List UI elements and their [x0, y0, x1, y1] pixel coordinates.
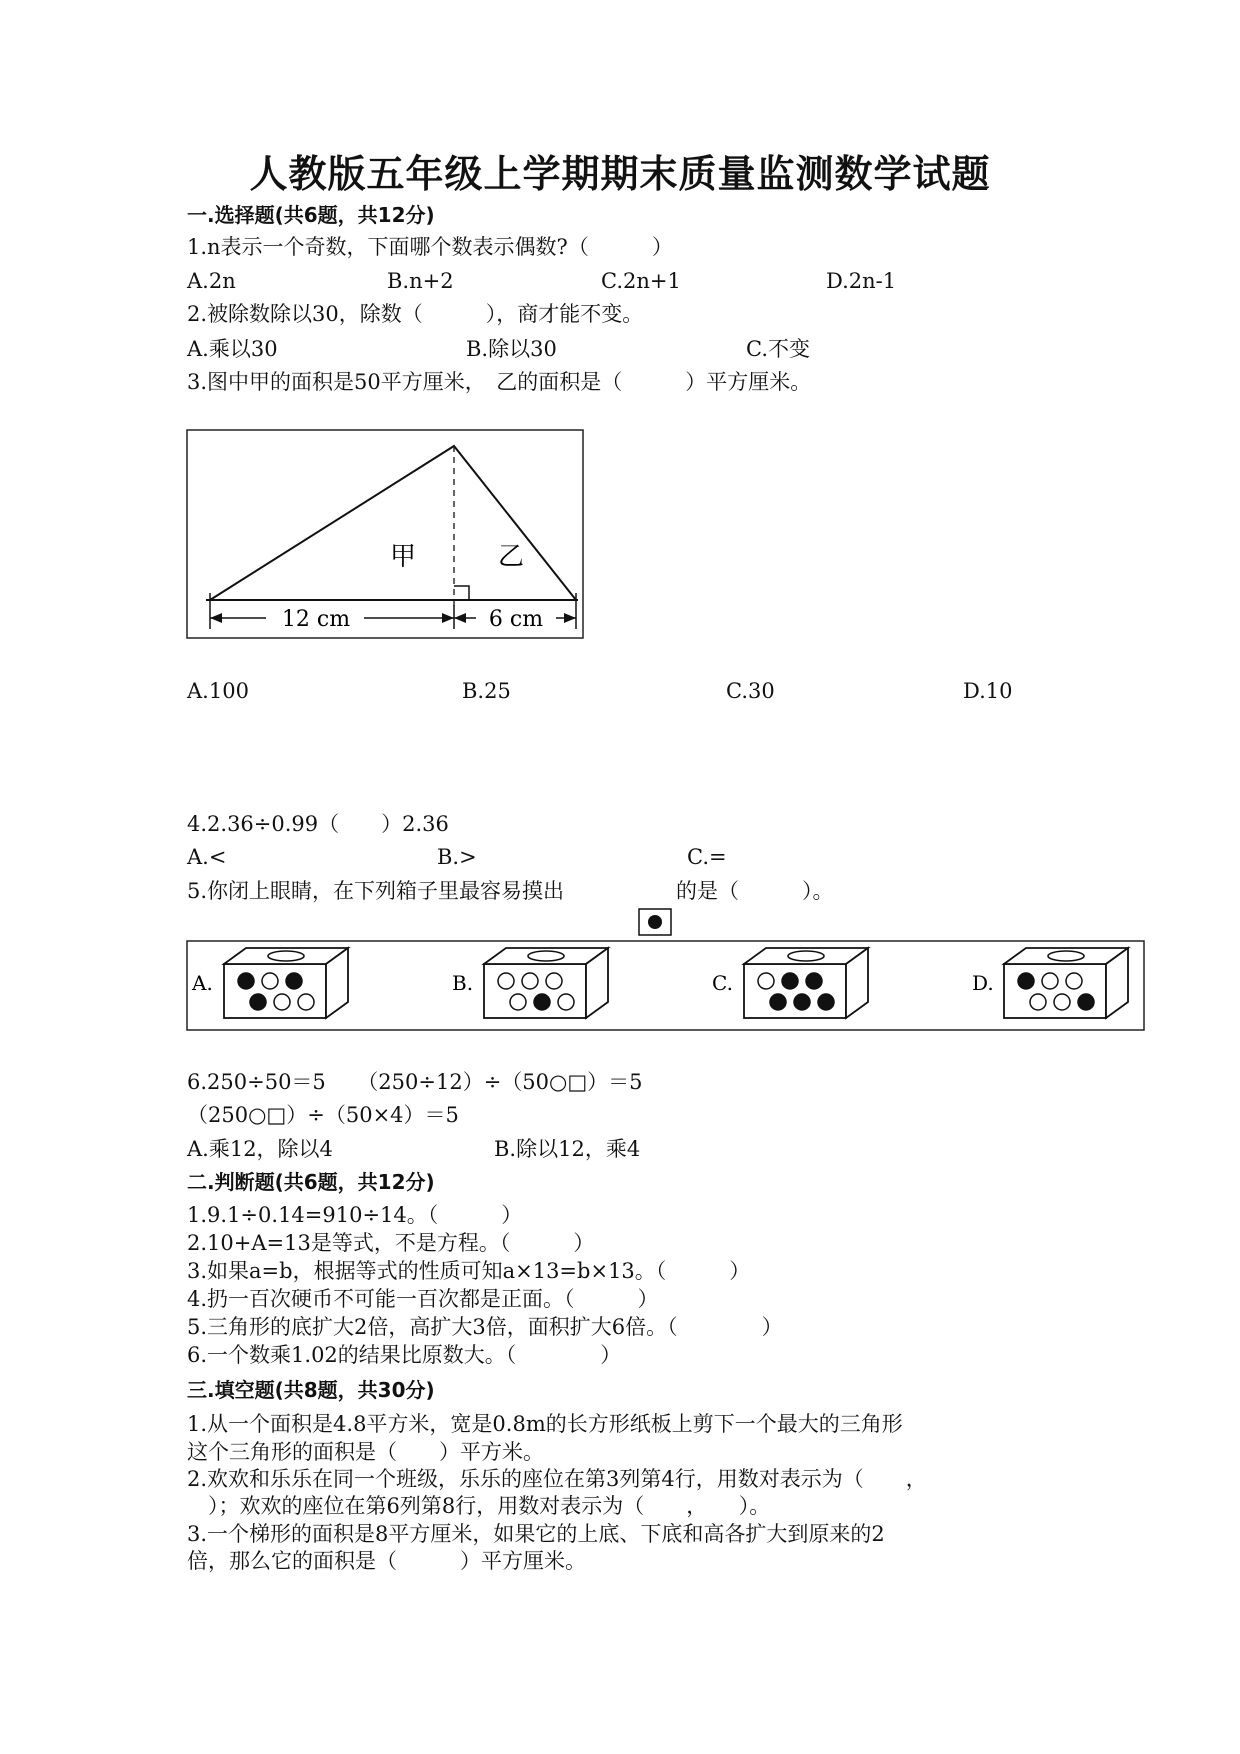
white-ball — [274, 994, 290, 1010]
section-heading-judge: 二.判断题(共6题，共12分) — [187, 1170, 435, 1194]
black-ball — [770, 994, 786, 1010]
q4-option-b: B.> — [437, 845, 477, 869]
q3-option-d: D.10 — [963, 679, 1013, 703]
section-heading-fill: 三.填空题(共8题，共30分) — [187, 1378, 435, 1402]
question-4-stem: 4.2.36÷0.99（ ）2.36 — [187, 812, 449, 836]
fill-item-line: 2.欢欢和乐乐在同一个班级，乐乐的座位在第3列第4行，用数对表示为（ ， — [187, 1467, 927, 1491]
black-ball — [1018, 973, 1034, 989]
fill-item-line: 3.一个梯形的面积是8平方厘米，如果它的上底、下底和高各扩大到原来的2 — [187, 1522, 885, 1546]
box-option-label: C. — [712, 971, 733, 995]
white-ball — [1054, 994, 1070, 1010]
black-ball — [250, 994, 266, 1010]
judge-item: 1.9.1÷0.14=910÷14。（ ） — [187, 1203, 523, 1227]
box-option-label: B. — [452, 971, 474, 995]
white-ball — [558, 994, 574, 1010]
white-ball — [1042, 973, 1058, 989]
judge-item: 5.三角形的底扩大2倍，高扩大3倍，面积扩大6倍。（ ） — [187, 1315, 783, 1339]
black-ball — [818, 994, 834, 1010]
white-ball — [262, 973, 278, 989]
page-title: 人教版五年级上学期期末质量监测数学试题 — [249, 151, 991, 196]
fill-item-line: 1.从一个面积是4.8平方米，宽是0.8m的长方形纸板上剪下一个最大的三角形 — [187, 1412, 903, 1436]
q3-option-c: C.30 — [726, 679, 775, 703]
section-heading-choice: 一.选择题(共6题，共12分) — [187, 203, 435, 227]
fill-item-line: ）；欢欢的座位在第6列第8行，用数对表示为（ ， ）。 — [187, 1494, 771, 1518]
question-5-stem-end: 的是（ ）。 — [676, 879, 834, 903]
black-ball — [534, 994, 550, 1010]
question-1-stem: 1.n表示一个奇数，下面哪个数表示偶数?（ ） — [187, 235, 673, 259]
ball-box — [712, 948, 868, 1018]
q1-option-d: D.2n-1 — [826, 269, 897, 293]
ball-boxes-figure — [186, 940, 1146, 1033]
q4-option-a: A.< — [187, 845, 227, 869]
q1-option-c: C.2n+1 — [601, 269, 681, 293]
white-ball — [298, 994, 314, 1010]
q6-option-a: A.乘12，除以4 — [187, 1137, 333, 1161]
black-ball — [286, 973, 302, 989]
ball-box — [972, 948, 1128, 1018]
question-6-line-1: 6.250÷50＝5 （250÷12）÷（50○□）＝5 — [187, 1070, 643, 1094]
black-ball — [794, 994, 810, 1010]
box-option-label: A. — [192, 971, 213, 995]
judge-item: 4.扔一百次硬币不可能一百次都是正面。（ ） — [187, 1287, 659, 1311]
q3-option-b: B.25 — [462, 679, 511, 703]
white-ball — [522, 973, 538, 989]
q4-option-c: C.= — [687, 845, 727, 869]
white-ball — [758, 973, 774, 989]
q3-option-a: A.100 — [187, 679, 249, 703]
black-ball — [782, 973, 798, 989]
question-2-stem: 2.被除数除以30，除数（ ），商才能不变。 — [187, 302, 644, 326]
box-option-label: D. — [972, 971, 994, 995]
white-ball — [1030, 994, 1046, 1010]
judge-item: 2.10+A=13是等式，不是方程。（ ） — [187, 1231, 595, 1255]
ball-box — [191, 948, 348, 1018]
q2-option-b: B.除以30 — [466, 337, 557, 361]
black-ball-icon — [638, 908, 672, 936]
judge-item: 3.如果a=b，根据等式的性质可知a×13=b×13。（ ） — [187, 1259, 751, 1283]
question-3-stem: 3.图中甲的面积是50平方厘米， 乙的面积是（ ）平方厘米。 — [187, 370, 812, 394]
right-length-label: 6 cm — [488, 607, 544, 632]
q2-option-c: C.不变 — [746, 337, 810, 361]
triangle-figure — [186, 429, 586, 641]
judge-item: 6.一个数乘1.02的结果比原数大。（ ） — [187, 1343, 622, 1367]
black-ball — [806, 973, 822, 989]
black-ball — [238, 973, 254, 989]
white-ball — [1066, 973, 1082, 989]
q6-option-b: B.除以12，乘4 — [494, 1137, 641, 1161]
ball-box — [452, 948, 608, 1018]
yi-label: 乙 — [497, 542, 525, 572]
left-length-label: 12 cm — [281, 607, 351, 632]
q1-option-b: B.n+2 — [387, 269, 454, 293]
q2-option-a: A.乘以30 — [187, 337, 278, 361]
question-5-stem-start: 5.你闭上眼睛，在下列箱子里最容易摸出 — [187, 879, 565, 903]
question-6-line-2: （250○□）÷（50×4）＝5 — [187, 1103, 459, 1127]
white-ball — [546, 973, 562, 989]
fill-item-line: 倍，那么它的面积是（ ）平方厘米。 — [187, 1549, 586, 1573]
white-ball — [510, 994, 526, 1010]
white-ball — [498, 973, 514, 989]
q1-option-a: A.2n — [187, 269, 236, 293]
jia-label: 甲 — [389, 542, 417, 572]
fill-item-line: 这个三角形的面积是（ ）平方米。 — [187, 1440, 544, 1464]
black-ball — [1078, 994, 1094, 1010]
